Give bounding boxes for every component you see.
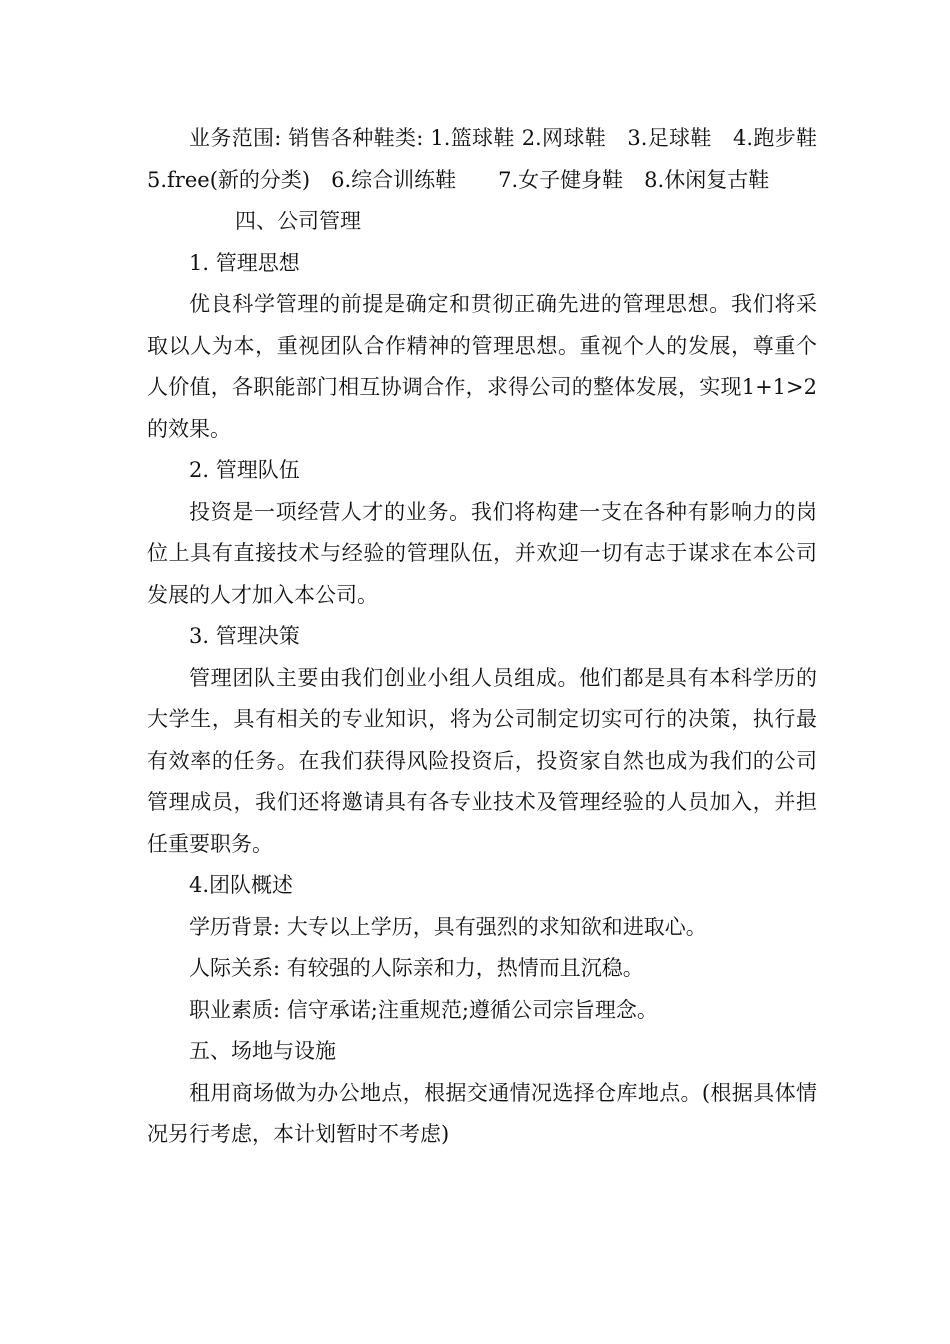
subsection-3-heading: 3. 管理决策 [189, 624, 300, 648]
education-background-line: 学历背景: 大专以上学历，具有强烈的求知欲和进取心。 [189, 914, 707, 939]
subsection-1-heading: 1. 管理思想 [189, 250, 300, 275]
section-4-heading: 四、公司管理 [235, 209, 361, 233]
business-scope-paragraph: 业务范围: 销售各种鞋类: 1.篮球鞋 2.网球鞋 3.足球鞋 4.跑步鞋 5.free(新的分类) 6.综合训练鞋 7.女子健身鞋 8.休闲复古鞋 [147, 126, 859, 192]
section-5-heading: 五、场地与设施 [189, 1039, 336, 1063]
interpersonal-relations-line: 人际关系: 有较强的人际亲和力，热情而且沉稳。 [189, 956, 644, 980]
subsection-2-heading: 2. 管理队伍 [189, 458, 300, 482]
management-philosophy-paragraph: 优良科学管理的前提是确定和贯彻正确先进的管理思想。我们将采取以人为本，重视团队合作精神的管理思想。重视个人的发展，尊重个人价值，各职能部门相互协调合作，求得公司的整体发展，实现1+1>2 的效果。 [147, 292, 817, 441]
management-decision-paragraph: 管理团队主要由我们创业小组人员组成。他们都是具有本科学历的大学生，具有相关的专业知识，将为公司制定切实可行的决策，执行最有效率的任务。在我们获得风险投资后，投资家自然也成为我们的公司管理成员，我们还将邀请具有各专业技术及管理经验的人员加入，并担任重要职务。 [147, 665, 817, 856]
professional-quality-line: 职业素质: 信守承诺;注重规范;遵循公司宗旨理念。 [189, 997, 658, 1022]
management-team-paragraph: 投资是一项经营人才的业务。我们将构建一支在各种有影响力的岗位上具有直接技术与经验的管理队伍，并欢迎一切有志于谋求在本公司发展的人才加入本公司。 [147, 499, 817, 607]
site-facilities-paragraph: 租用商场做为办公地点，根据交通情况选择仓库地点。(根据具体情况另行考虑，本计划暂时不考虑) [147, 1080, 817, 1146]
subsection-4-heading: 4.团队概述 [189, 873, 294, 897]
document-body [147, 118, 859, 1156]
